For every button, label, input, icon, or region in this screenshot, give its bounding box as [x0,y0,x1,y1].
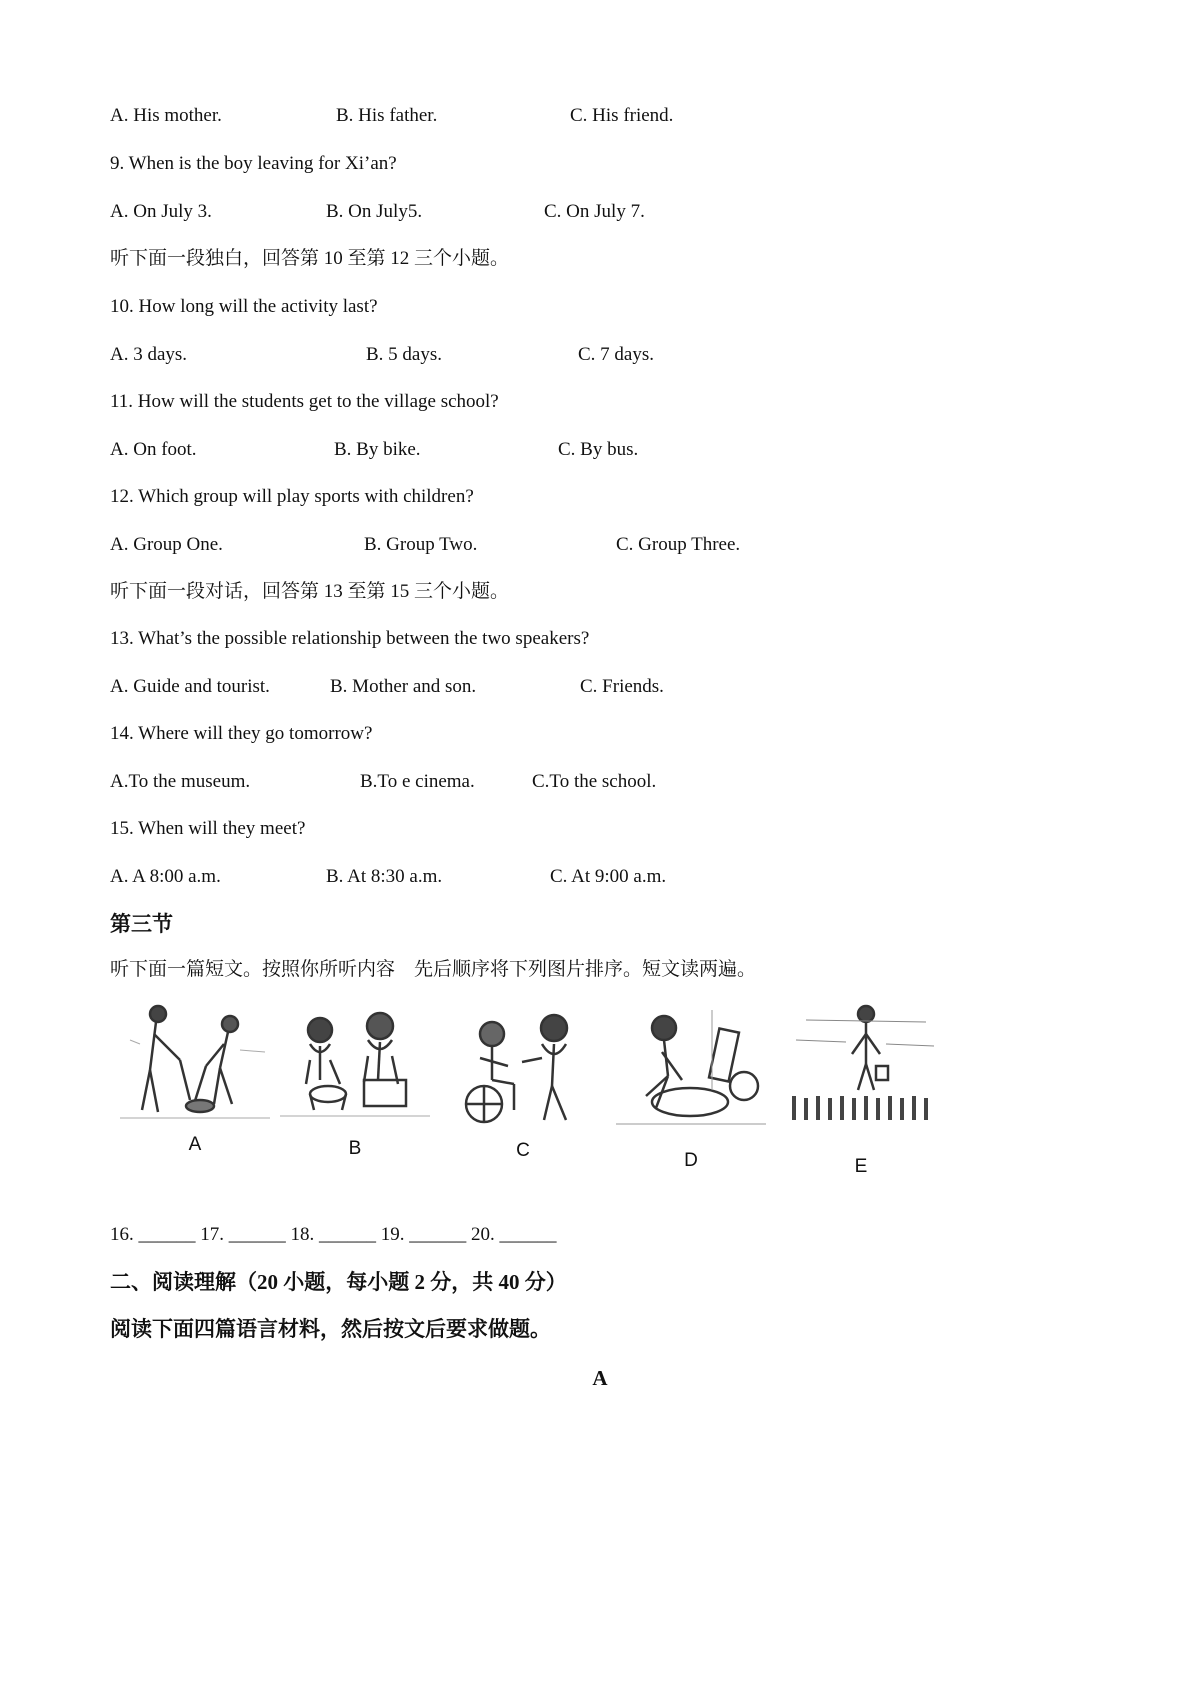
q13-question: 13. What’s the possible relationship between the two speakers? [110,628,590,649]
picture-a [120,1000,270,1155]
q9-option-a: A. On July 3. [110,201,212,222]
picture-e-label: E [854,1156,868,1177]
q14-question: 14. Where will they go tomorrow? [110,723,373,744]
washing-illustration [280,1000,430,1130]
wheelchair-illustration [448,1000,598,1130]
q11-question: 11. How will the students get to the village school? [110,391,499,412]
picture-e [786,1000,936,1177]
instruction-10-12: 听下面一段独白，回答第 10 至第 12 三个小题。 [110,248,510,269]
q8-option-a: A. His mother. [110,105,222,126]
picture-d-label: D [684,1150,698,1171]
q10-option-b: B. 5 days. [366,344,442,365]
picture-d [616,1000,766,1171]
q9-option-c: C. On July 7. [544,201,645,222]
picture-a-label: A [188,1134,202,1155]
q14-option-c: C.To the school. [532,771,657,792]
q12-option-c: C. Group Three. [616,534,741,555]
instruction-13-15: 听下面一段对话，回答第 13 至第 15 三个小题。 [110,581,510,602]
q9-option-b: B. On July5. [326,201,423,222]
q15-option-b: B. At 8:30 a.m. [326,866,443,887]
q10-option-c: C. 7 days. [578,344,654,365]
picture-c-label: C [516,1140,530,1161]
q10-option-a: A. 3 days. [110,344,188,365]
section3-instruction: 听下面一篇短文。按照你所听内容 先后顺序将下列图片排序。短文读两遍。 [110,959,757,980]
q10-question: 10. How long will the activity last? [110,296,378,317]
part2-instruction: 阅读下面四篇语言材料，然后按文后要求做题。 [110,1317,551,1341]
q12-option-a: A. Group One. [110,534,223,555]
q8-option-b: B. His father. [336,105,438,126]
q11-option-c: C. By bus. [558,439,639,460]
q13-option-b: B. Mother and son. [330,676,477,697]
picture-row [110,1000,950,1200]
q15-option-a: A. A 8:00 a.m. [110,866,221,887]
q11-option-a: A. On foot. [110,439,197,460]
sweeping-illustration [120,1000,270,1130]
picture-b-label: B [348,1138,362,1159]
q9-question: 9. When is the boy leaving for Xi’an? [110,153,397,174]
q12-option-b: B. Group Two. [364,534,478,555]
q14-option-b: B.To e cinema. [360,771,475,792]
section3-title: 第三节 [110,912,173,936]
q13-option-a: A. Guide and tourist. [110,676,270,697]
answer-blanks: 16. ______ 17. ______ 18. ______ 19. ______ 20. ______ [110,1224,557,1245]
q8-option-c: C. His friend. [570,105,674,126]
q14-option-a: A.To the museum. [110,771,251,792]
q15-question: 15. When will they meet? [110,818,306,839]
q15-option-c: C. At 9:00 a.m. [550,866,667,887]
passage-a-label: A [592,1366,608,1390]
laundry-illustration [616,1000,766,1140]
q13-option-c: C. Friends. [580,676,664,697]
picture-b [280,1000,430,1159]
part2-title: 二、阅读理解（20 小题，每小题 2 分，共 40 分） [110,1270,567,1294]
field-illustration [786,1000,936,1140]
picture-c [448,1000,598,1161]
q11-option-b: B. By bike. [334,439,421,460]
q12-question: 12. Which group will play sports with children? [110,486,474,507]
